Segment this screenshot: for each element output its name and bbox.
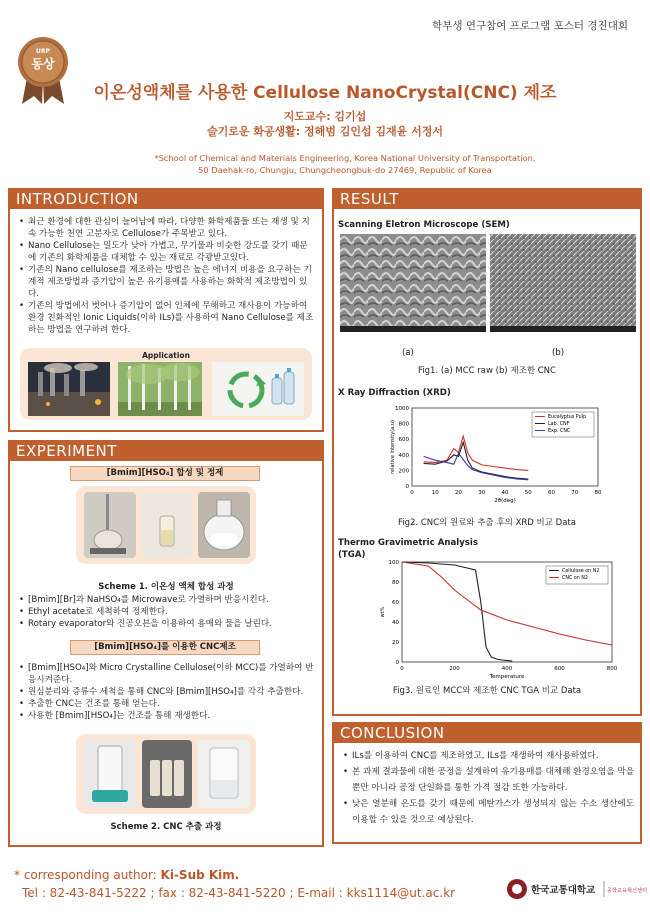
application-box [20, 348, 312, 420]
x-tick-label: 200 [449, 666, 460, 672]
synthesis-banner: [Bmim][HSO₄] 합성 및 정제 [70, 466, 260, 481]
introduction-section [8, 188, 324, 432]
sem-images [340, 234, 636, 346]
y-axis-label: relative intensity(a.u) [390, 420, 396, 474]
synthesis-photos [76, 486, 256, 564]
sem-a-label: (a) [402, 348, 414, 358]
corresponding-author [14, 868, 239, 882]
product-photo [198, 492, 250, 558]
x-tick-label: 60 [548, 490, 555, 496]
y-tick-label: 40 [392, 620, 399, 626]
vials-photo [142, 740, 192, 808]
xrd-chart [340, 402, 636, 512]
conclusion-list [342, 748, 634, 828]
cnc-banner: [Bmim][HSO₄]를 이용한 CNC제조 [70, 640, 260, 655]
synthesis-list [18, 594, 316, 630]
author-name: Ki-Sub Kim. [160, 868, 240, 882]
y-tick-label: 200 [398, 468, 409, 475]
list-item: • 낮은 열분해 온도를 갖기 때문에 메탄가스가 생성되지 않는 수소 생산에도 이용할 수 있을 것으로 예상된다. [342, 796, 634, 828]
team-members: 슬기로운 화공생활: 정해범 김인섭 김재윤 서정서 [206, 125, 444, 138]
y-axis-label: wt% [380, 606, 386, 618]
list-item: • Nano Cellulose는 밀도가 낮아 가볍고, 무기물과 비슷한 강도를 갖기 때문에 기존의 화학제품을 대체할 수 있는 재료로 각광받고있다. [18, 240, 314, 264]
x-tick-label: 400 [501, 666, 513, 672]
x-tick-label: 30 [478, 490, 486, 496]
fig-1-caption: Fig1. (a) MCC raw (b) 제조한 CNC [418, 366, 556, 376]
scheme-1-caption: Scheme 1. 이온성 액체 합성 과정 [98, 582, 234, 592]
xrd-label: X Ray Diffraction (XRD) [338, 388, 451, 398]
tga-chart [340, 548, 636, 678]
sem-b-label: (b) [552, 348, 565, 358]
y-tick-label: 60 [392, 600, 399, 606]
list-item: • 최근 환경에 대한 관심이 늘어남에 따라, 다양한 화학제품들 또는 재생 및 지속 가능한 천연 고분자로 Cellulose가 주목받고 있다. [18, 216, 314, 240]
beaker-photo [198, 740, 250, 808]
list-item: • Rotary evaporator와 진공오븐을 이용하여 용매와 물을 날린다. [18, 618, 316, 630]
y-tick-label: 600 [398, 437, 409, 444]
sem-label: Scanning Eletron Microscope (SEM) [338, 220, 510, 230]
x-tick-label: 20 [455, 490, 462, 496]
conclusion-heading: CONCLUSION [334, 724, 640, 743]
cnc-images [76, 734, 256, 814]
list-item: • [Bmim][HSO₄]와 Micro Crystalline Cellulose(이하 MCC)를 가열하여 반응시켜준다. [18, 662, 316, 686]
list-item: • 추출한 CNC는 건조를 통해 얻는다. [18, 698, 316, 710]
list-item: • ILs를 이용하여 CNC를 제조하였고, ILs를 재생하여 재사용하였다. [342, 748, 634, 764]
application-images [28, 362, 304, 416]
tga-label-2: (TGA) [338, 550, 366, 560]
list-item: • 본 과제 결과물에 대한 공정을 설계하여 유기용매를 대체해 환경오염을 막을 뿐만 아니라 공정 단일화를 통한 가격 절감 또한 가능하다. [342, 764, 634, 796]
sem-image-a [340, 234, 486, 332]
recycle-image [212, 362, 304, 416]
y-tick-label: 400 [398, 452, 409, 459]
medal-top-label: URP [36, 48, 50, 55]
list-item: • 기존의 방법에서 벗어나 증기압이 없어 인체에 무해하고 재사용이 가능하여 환경 친화적인 Ionic Liquids(이하 ILs)를 사용하여 Nano Cellulose를 제조하는 방법을 연구하려 한다. [18, 300, 314, 336]
author-prefix: * corresponding author: [14, 868, 161, 882]
introduction-list [18, 216, 314, 336]
cnc-photos [76, 734, 256, 814]
legend-entry: CNC on N2 [562, 576, 588, 581]
experiment-section [8, 440, 324, 847]
x-tick-label: 0 [410, 490, 414, 496]
y-tick-label: 0 [395, 660, 399, 666]
experiment-heading: EXPERIMENT [10, 442, 322, 461]
x-tick-label: 800 [606, 666, 618, 672]
fig-2-caption: Fig2. CNC의 원료와 추출 후의 XRD 비교 Data [398, 518, 576, 528]
y-tick-label: 800 [398, 421, 409, 428]
poster-title: 이온성액체를 사용한 Cellulose NanoCrystal(CNC) 제조 [93, 83, 557, 103]
list-item: • 원심분리와 증류수 세척을 통해 CNC와 [Bmim][HSO₄]를 각각 추출한다. [18, 686, 316, 698]
list-item: • Ethyl acetate로 세척하여 정제한다. [18, 606, 316, 618]
y-tick-label: 20 [392, 640, 399, 646]
x-axis-label: 2θ(deg) [494, 498, 516, 504]
affiliation-line-2: 50 Daehak-ro, Chungju, Chungcheongbuk-do 27469, Republic of Korea [198, 165, 492, 175]
result-section [332, 188, 642, 716]
centrifuge-tube-photo [84, 740, 136, 808]
medal-label: 동상 [31, 57, 55, 71]
university-logo [506, 876, 648, 902]
legend-entry: Cellulose on N2 [562, 569, 600, 574]
affiliation-line-1: *School of Chemical and Materials Engineering, Korea National University of Transportation, [154, 153, 536, 163]
y-tick-label: 1000 [395, 406, 409, 412]
logo-sub: 공학교육혁신센터 [607, 888, 648, 894]
event-name: 학부생 연구참여 프로그램 포스터 경진대회 [432, 20, 628, 32]
x-tick-label: 40 [501, 490, 509, 496]
y-tick-label: 100 [388, 560, 399, 566]
contact-info: Tel : 82-43-841-5222 ; fax : 82-43-841-5220 ; E-mail : kks1114@ut.ac.kr [22, 886, 456, 900]
x-tick-label: 50 [524, 490, 532, 496]
x-tick-label: 0 [400, 666, 404, 672]
advisor: 지도교수: 김기섭 [283, 110, 367, 123]
cnc-list [18, 662, 316, 722]
forest-image [118, 362, 202, 416]
list-item: • 기존의 Nano cellulose를 제조하는 방법은 높은 에너지 비용을 요구하는 기계적 제조방법과 증기압이 높은 유기용매를 사용하는 화학적 제조방법이 있다. [18, 264, 314, 300]
x-tick-label: 80 [594, 490, 602, 496]
affiliation [0, 152, 650, 176]
x-tick-label: 600 [554, 666, 565, 672]
sem-image-b [490, 234, 636, 332]
legend-entry: Eucalyptus Pulp [548, 415, 587, 420]
scheme-2-caption: Scheme 2. CNC 추출 과정 [110, 822, 222, 832]
legend-entry: Exp. CNC [548, 429, 571, 434]
x-tick-label: 70 [571, 490, 579, 496]
legend-entry: Lab. CNF [548, 422, 570, 427]
y-tick-label: 80 [392, 580, 399, 586]
logo-text: 한국교통대학교 [531, 885, 596, 896]
factory-image [28, 362, 110, 416]
introduction-heading: INTRODUCTION [10, 190, 322, 209]
conclusion-section [332, 722, 642, 844]
tga-label: Thermo Gravimetric Analysis [338, 538, 478, 548]
reaction-photo [84, 492, 136, 558]
result-heading: RESULT [334, 190, 640, 209]
y-tick-label: 0 [405, 484, 409, 490]
x-axis-label: Temperature [489, 674, 525, 680]
list-item: • 사용한 [Bmim][HSO₄]는 건조를 통해 재생한다. [18, 710, 316, 722]
fig-3-caption: Fig3. 원료인 MCC와 제조한 CNC TGA 비교 Data [392, 686, 582, 696]
x-tick-label: 10 [431, 490, 439, 496]
synthesis-images [76, 486, 256, 564]
list-item: • [Bmim][Br]과 NaHSO₄를 Microwave로 가열하며 반응시킨다. [18, 594, 316, 606]
liquid-photo [142, 492, 192, 558]
application-label: Application [142, 351, 190, 360]
